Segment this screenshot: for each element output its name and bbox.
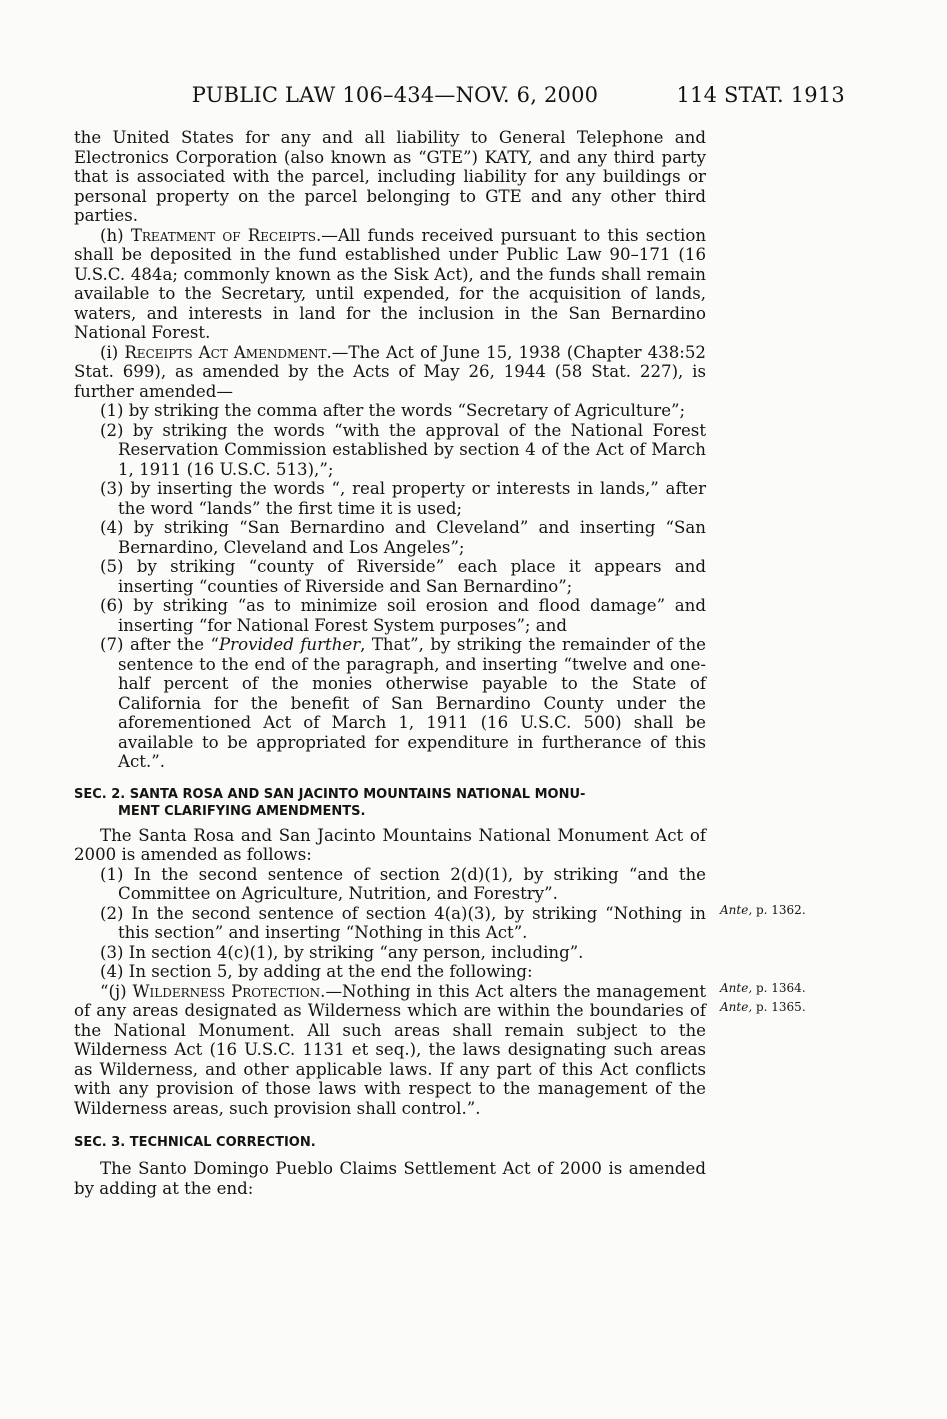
margin-note-ante: Ante, — [720, 1000, 753, 1014]
margin-note-page: p. 1365. — [755, 1000, 806, 1014]
margin-note — [720, 903, 806, 917]
section-3-text: The Santo Domingo Pueblo Claims Settlement Act of 2000 is amended by adding at the end: — [74, 1159, 706, 1198]
amendment-item-7 — [74, 635, 706, 772]
quote-text: —Nothing in this Act alters the management of any areas designated as Wilderness which are within the boundaries of the National Monument. All such areas shall remain subject to the Wilderness Act (16 U.S.C. 1131 et seq.), the laws designating such areas as Wilderness, and other applicable laws. If any part of this Act conflicts with any provision of those laws with respect to the management of the Wilderness areas, such provision shall control.”. — [74, 981, 706, 1118]
section-2-heading-line1: SEC. 2. SANTA ROSA AND SAN JACINTO MOUNTAINS NATIONAL MONU- — [74, 786, 586, 802]
subsection-i-label: (i) — [100, 342, 119, 362]
subsection-i-text: —The Act of June 15, 1938 (Chapter 438:52 Stat. 699), as amended by the Acts of May 26, 1944 (58 Stat. 227), is further amended— — [74, 342, 706, 401]
amendment-item: (1) by striking the comma after the words “Secretary of Agriculture”; — [100, 401, 686, 420]
subsection-i — [74, 343, 706, 402]
section-2-item: (4) In section 5, by adding at the end the following: — [100, 962, 533, 981]
quote-label: “(j) — [100, 981, 127, 1001]
subsection-h-label: (h) — [100, 225, 124, 245]
amendment-item: (5) by striking “county of Riverside” each place it appears and inserting “counties of Riverside and San Bernardino”; — [100, 557, 706, 596]
subsection-h-text: —All funds received pursuant to this section shall be deposited in the fund established under Public Law 90–171 (16 U.S.C. 484a; commonly known as the Sisk Act), and the funds shall remain available to the Secretary, until expended, for the acquisition of lands, waters, and interests in land for the inclusion in the San Bernardino National Forest. — [74, 225, 707, 342]
margin-note-ante: Ante, — [720, 903, 753, 917]
item7-italic: Provided further — [218, 635, 361, 654]
section-2-heading-line2: MENT CLARIFYING AMENDMENTS. — [118, 803, 366, 819]
section-2-item: (3) In section 4(c)(1), by striking “any person, including”. — [100, 942, 584, 962]
margin-note-page: p. 1362. — [755, 903, 806, 917]
margin-note-page: p. 1364. — [755, 981, 806, 995]
margin-note-ante: Ante, — [720, 981, 753, 995]
quote-heading: Wilderness Protection. — [132, 981, 326, 1001]
amendment-item: (4) by striking “San Bernardino and Cleveland” and inserting “San Bernardino, Cleveland and Los Angeles”; — [100, 518, 706, 557]
document-body — [74, 128, 706, 1198]
wilderness-protection-quote — [74, 982, 706, 1119]
section-3-heading: SEC. 3. TECHNICAL CORRECTION. — [74, 1135, 316, 1150]
continued-paragraph: the United States for any and all liability to General Telephone and Electronics Corporation (also known as “GTE”) KATY, and any third party that is associated with the parcel, including liability for any buildings or personal property on the parcel belonging to GTE and any other third parties. — [74, 128, 706, 225]
subsection-h — [74, 226, 706, 343]
section-2-intro: The Santa Rosa and San Jacinto Mountains National Monument Act of 2000 is amended as follows: — [74, 825, 706, 864]
item7-pre: (7) after the “ — [100, 635, 219, 654]
amendment-item: (3) by inserting the words “, real property or interests in lands,” after the word “lands” the first time it is used; — [100, 479, 706, 518]
item7-post: , That”, by striking the remainder of the sentence to the end of the paragraph, and inserting “twelve and one-half percent of the monies otherwise payable to the State of California for the benefit of San Bernardino County under the aforementioned Act of March 1, 1911 (16 U.S.C. 500) shall be available to be appropriated for expenditure in furtherance of this Act.”. — [118, 635, 706, 771]
running-header-title: PUBLIC LAW 106–434—NOV. 6, 2000 — [191, 83, 599, 107]
margin-note — [720, 1000, 806, 1014]
subsection-h-heading: Treatment of Receipts. — [130, 225, 322, 245]
subsection-i-heading: Receipts Act Amendment. — [124, 342, 332, 362]
running-header-stat: 114 STAT. 1913 — [676, 83, 845, 107]
margin-note — [720, 981, 806, 995]
section-2-item: (1) In the second sentence of section 2(d)(1), by striking “and the Committee on Agriculture, Nutrition, and Forestry”. — [100, 864, 706, 903]
section-2-item: (2) In the second sentence of section 4(a)(3), by striking “Nothing in this section” and inserting “Nothing in this Act”. — [100, 903, 706, 942]
amendment-item: (6) by striking “as to minimize soil erosion and flood damage” and inserting “for National Forest System purposes”; and — [100, 596, 706, 635]
amendment-item: (2) by striking the words “with the approval of the National Forest Reservation Commission established by section 4 of the Act of March 1, 1911 (16 U.S.C. 513),”; — [100, 420, 706, 479]
section-2-heading — [74, 786, 706, 820]
